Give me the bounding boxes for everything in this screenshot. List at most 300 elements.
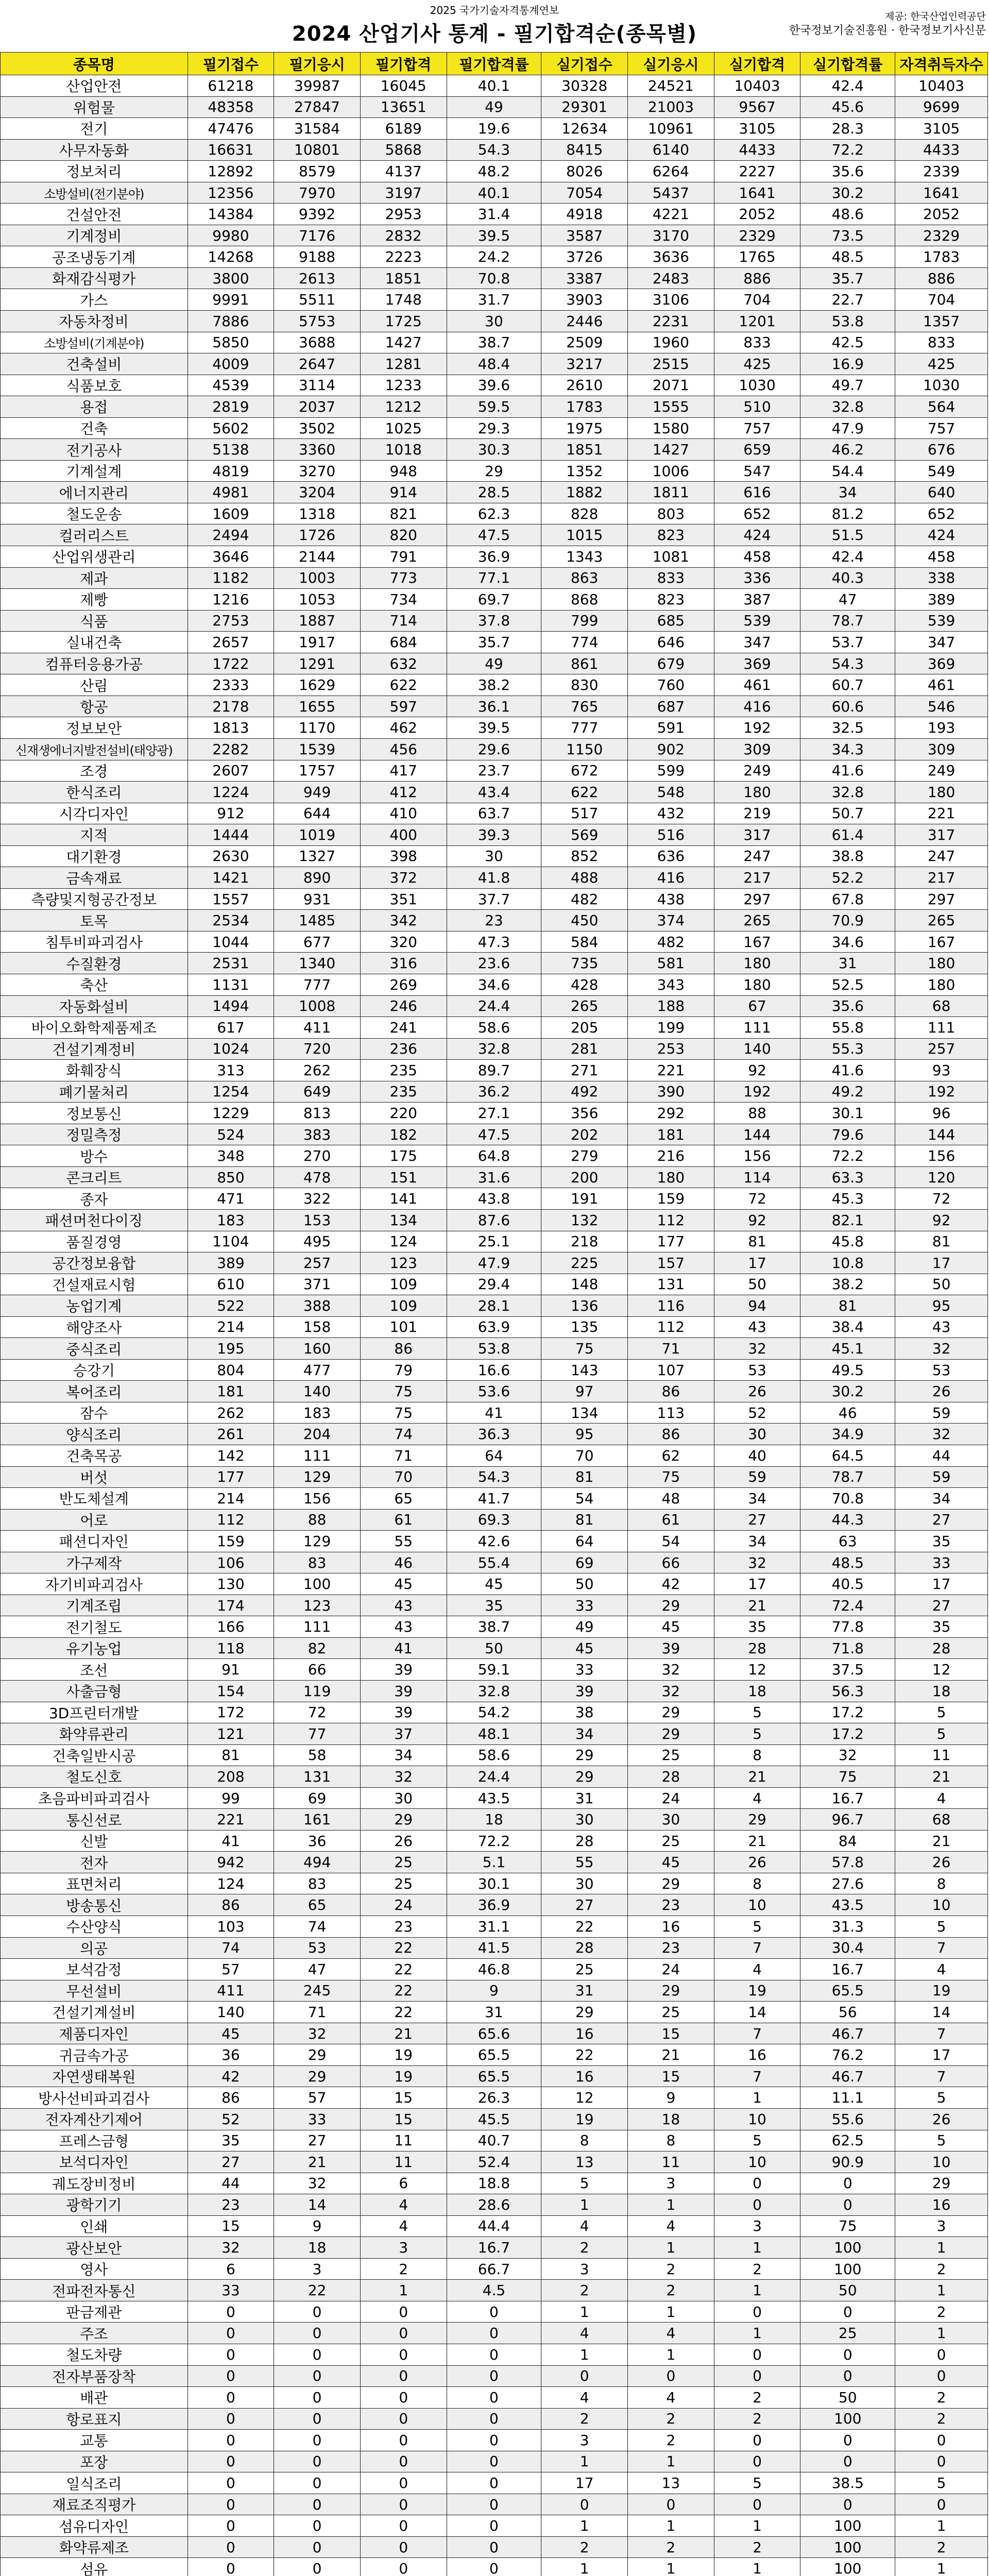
cell-value: 221: [187, 1809, 274, 1831]
cell-value: 0: [447, 2451, 541, 2472]
cell-value: 8: [628, 2130, 714, 2151]
cell-value: 2832: [360, 225, 447, 246]
cell-value: 123: [360, 1252, 447, 1274]
column-header: 실기합격: [714, 53, 800, 75]
cell-value: 2: [628, 2280, 714, 2301]
cell-value: 19: [360, 2044, 447, 2066]
cell-value: 3: [895, 2215, 988, 2237]
cell-value: 166: [187, 1616, 274, 1638]
cell-value: 3: [360, 2237, 447, 2259]
table-row: [1, 717, 988, 739]
cell-subject-name: 정밀측정: [1, 1124, 188, 1145]
cell-subject-name: 기계설계: [1, 460, 188, 482]
cell-value: 1641: [895, 182, 988, 204]
cell-value: 0: [447, 2515, 541, 2537]
cell-value: 1580: [628, 417, 714, 439]
cell-value: 610: [187, 1274, 274, 1295]
cell-value: 5: [714, 2472, 800, 2494]
cell-value: 949: [274, 782, 361, 803]
cell-value: 47.9: [447, 1252, 541, 1274]
cell-subject-name: 배관: [1, 2387, 188, 2409]
cell-value: 3: [541, 2430, 628, 2451]
cell-value: 2: [895, 2387, 988, 2409]
cell-subject-name: 화약류제조: [1, 2536, 188, 2558]
cell-value: 23.7: [447, 760, 541, 782]
column-header: 실기합격률: [800, 53, 895, 75]
cell-value: 90.9: [800, 2151, 895, 2173]
cell-value: 0: [187, 2558, 274, 2576]
cell-value: 34.3: [800, 738, 895, 760]
table-row: [1, 1552, 988, 1573]
cell-value: 35.6: [800, 995, 895, 1017]
cell-value: 111: [714, 1017, 800, 1039]
cell-value: 1641: [714, 182, 800, 204]
cell-value: 114: [714, 1166, 800, 1188]
cell-value: 16631: [187, 139, 274, 161]
column-header: 필기합격률: [447, 53, 541, 75]
cell-value: 33: [541, 1659, 628, 1681]
table-row: [1, 2536, 988, 2558]
cell-value: 4: [360, 2194, 447, 2216]
cell-value: 1104: [187, 1231, 274, 1252]
cell-value: 3197: [360, 182, 447, 204]
cell-value: 912: [187, 803, 274, 824]
cell-value: 4: [895, 1787, 988, 1809]
cell-value: 38.7: [447, 332, 541, 353]
cell-value: 2531: [187, 953, 274, 974]
cell-value: 4221: [628, 204, 714, 225]
cell-value: 1: [714, 2280, 800, 2301]
table-row: [1, 375, 988, 396]
cell-value: 343: [628, 974, 714, 995]
cell-subject-name: 3D프린터개발: [1, 1702, 188, 1723]
cell-value: 157: [628, 1252, 714, 1274]
cell-value: 25: [628, 1744, 714, 1766]
cell-value: 1: [628, 2194, 714, 2216]
cell-value: 432: [628, 803, 714, 824]
cell-value: 16045: [360, 75, 447, 97]
cell-value: 81: [541, 1466, 628, 1488]
cell-value: 0: [274, 2387, 361, 2409]
cell-value: 850: [187, 1166, 274, 1188]
cell-value: 100: [800, 2558, 895, 2576]
cell-value: 42.4: [800, 75, 895, 97]
cell-value: 19.6: [447, 118, 541, 140]
cell-value: 43: [360, 1595, 447, 1616]
cell-value: 29: [628, 1595, 714, 1616]
cell-value: 1018: [360, 439, 447, 461]
table-row: [1, 567, 988, 589]
cell-value: 2227: [714, 161, 800, 182]
cell-value: 549: [895, 460, 988, 482]
cell-value: 863: [541, 567, 628, 589]
cell-value: 1229: [187, 1103, 274, 1124]
cell-value: 65: [274, 1894, 361, 1916]
cell-value: 1494: [187, 995, 274, 1017]
cell-value: 416: [628, 867, 714, 889]
cell-value: 0: [360, 2472, 447, 2494]
cell-subject-name: 식품: [1, 610, 188, 632]
cell-value: 4: [714, 1959, 800, 1980]
cell-value: 369: [895, 653, 988, 674]
cell-value: 100: [800, 2515, 895, 2537]
cell-value: 773: [360, 567, 447, 589]
cell-value: 5: [895, 1916, 988, 1938]
cell-value: 6140: [628, 139, 714, 161]
cell-value: 1783: [895, 246, 988, 268]
cell-value: 39987: [274, 75, 361, 97]
cell-value: 7886: [187, 311, 274, 332]
cell-subject-name: 산업안전: [1, 75, 188, 97]
cell-value: 52: [714, 1402, 800, 1423]
cell-value: 0: [714, 2194, 800, 2216]
cell-value: 3105: [895, 118, 988, 140]
cell-value: 45.8: [800, 1231, 895, 1252]
cell-value: 113: [628, 1402, 714, 1423]
cell-value: 2052: [714, 204, 800, 225]
cell-value: 28.5: [447, 482, 541, 503]
cell-value: 2: [628, 2408, 714, 2430]
cell-value: 124: [360, 1231, 447, 1252]
cell-value: 43.5: [447, 1787, 541, 1809]
cell-value: 16.7: [800, 1959, 895, 1980]
cell-value: 46: [360, 1552, 447, 1573]
table-row: [1, 1980, 988, 2002]
cell-value: 77.8: [800, 1616, 895, 1638]
cell-value: 19: [360, 2065, 447, 2087]
cell-value: 1053: [274, 589, 361, 611]
cell-value: 204: [274, 1423, 361, 1445]
cell-value: 14268: [187, 246, 274, 268]
cell-value: 159: [628, 1188, 714, 1210]
cell-value: 180: [714, 953, 800, 974]
cell-value: 2: [895, 2408, 988, 2430]
cell-value: 257: [274, 1252, 361, 1274]
cell-subject-name: 광학기기: [1, 2194, 188, 2216]
cell-value: 0: [274, 2408, 361, 2430]
cell-value: 1427: [628, 439, 714, 461]
cell-value: 316: [360, 953, 447, 974]
cell-value: 34.6: [447, 974, 541, 995]
cell-value: 591: [628, 717, 714, 739]
cell-value: 180: [895, 974, 988, 995]
source-label: 제공: 한국산업인력공단: [885, 11, 986, 22]
cell-value: 29: [274, 2044, 361, 2066]
cell-value: 833: [895, 332, 988, 353]
cell-value: 4: [895, 1959, 988, 1980]
cell-value: 398: [360, 845, 447, 867]
cell-value: 103: [187, 1916, 274, 1938]
table-row: [1, 910, 988, 931]
cell-value: 16.7: [800, 1787, 895, 1809]
cell-value: 547: [714, 460, 800, 482]
table-row: [1, 1423, 988, 1445]
cell-value: 45: [447, 1573, 541, 1595]
cell-value: 5511: [274, 289, 361, 311]
page-title: 2024 산업기사 통계 - 필기합격순(종목별): [292, 22, 697, 46]
cell-subject-name: 유기농업: [1, 1637, 188, 1659]
cell-value: 47: [800, 589, 895, 611]
cell-value: 0: [541, 2365, 628, 2387]
cell-value: 95: [895, 1295, 988, 1317]
cell-subject-name: 기계조립: [1, 1595, 188, 1616]
cell-value: 38.7: [447, 1616, 541, 1638]
cell-subject-name: 컴퓨터응용가공: [1, 653, 188, 674]
cell-value: 0: [274, 2494, 361, 2515]
cell-value: 71: [274, 2002, 361, 2023]
cell-value: 4539: [187, 375, 274, 396]
cell-value: 389: [187, 1252, 274, 1274]
cell-value: 71: [360, 1445, 447, 1467]
cell-value: 136: [541, 1295, 628, 1317]
cell-subject-name: 화훼장식: [1, 1060, 188, 1081]
cell-value: 131: [274, 1766, 361, 1788]
cell-value: 9980: [187, 225, 274, 246]
cell-value: 45.6: [800, 96, 895, 118]
cell-value: 0: [360, 2365, 447, 2387]
table-row: [1, 974, 988, 995]
cell-value: 9567: [714, 96, 800, 118]
cell-value: 31.1: [447, 1916, 541, 1938]
column-header: 실기접수: [541, 53, 628, 75]
cell-value: 177: [628, 1231, 714, 1252]
cell-subject-name: 복어조리: [1, 1381, 188, 1402]
cell-value: 10961: [628, 118, 714, 140]
cell-value: 30: [447, 845, 541, 867]
cell-subject-name: 보석디자인: [1, 2151, 188, 2173]
cell-value: 0: [800, 2365, 895, 2387]
cell-value: 180: [895, 782, 988, 803]
table-row: [1, 2044, 988, 2066]
cell-value: 1813: [187, 717, 274, 739]
cell-value: 4918: [541, 204, 628, 225]
cell-value: 0: [360, 2301, 447, 2323]
cell-value: 2333: [187, 674, 274, 696]
cell-value: 1: [628, 2451, 714, 2472]
cell-value: 1557: [187, 888, 274, 910]
table-row: [1, 204, 988, 225]
cell-value: 548: [628, 782, 714, 803]
cell-value: 86: [628, 1381, 714, 1402]
cell-value: 1: [895, 2237, 988, 2259]
cell-subject-name: 품질경영: [1, 1231, 188, 1252]
cell-value: 0: [360, 2558, 447, 2576]
cell-value: 86: [187, 2087, 274, 2109]
cell-value: 93: [895, 1060, 988, 1081]
cell-value: 74: [274, 1916, 361, 1938]
cell-value: 914: [360, 482, 447, 503]
cell-value: 40.1: [447, 182, 541, 204]
cell-subject-name: 조선: [1, 1659, 188, 1681]
cell-value: 89.7: [447, 1060, 541, 1081]
cell-value: 2607: [187, 760, 274, 782]
cell-value: 720: [274, 1038, 361, 1060]
cell-value: 1: [541, 2344, 628, 2365]
table-row: [1, 2215, 988, 2237]
cell-value: 72.2: [800, 1145, 895, 1167]
cell-value: 347: [714, 632, 800, 653]
cell-value: 0: [895, 2365, 988, 2387]
table-row: [1, 2002, 988, 2023]
cell-value: 309: [714, 738, 800, 760]
cell-subject-name: 건설기계정비: [1, 1038, 188, 1060]
cell-value: 388: [274, 1295, 361, 1317]
cell-value: 704: [895, 289, 988, 311]
table-row: [1, 2065, 988, 2087]
cell-value: 13651: [360, 96, 447, 118]
cell-value: 24: [628, 1787, 714, 1809]
cell-value: 0: [895, 2494, 988, 2515]
cell-value: 456: [360, 738, 447, 760]
cell-value: 52.5: [800, 974, 895, 995]
cell-value: 132: [541, 1209, 628, 1231]
cell-value: 3688: [274, 332, 361, 353]
cell-value: 803: [628, 503, 714, 524]
cell-value: 99: [187, 1787, 274, 1809]
cell-value: 10.8: [800, 1252, 895, 1274]
cell-value: 45: [187, 2023, 274, 2044]
table-row: [1, 396, 988, 418]
cell-value: 581: [628, 953, 714, 974]
cell-value: 18: [274, 2237, 361, 2259]
cell-value: 886: [895, 267, 988, 289]
cell-value: 58: [274, 1744, 361, 1766]
cell-value: 46.7: [800, 2023, 895, 2044]
cell-value: 23: [447, 910, 541, 931]
cell-value: 3726: [541, 246, 628, 268]
cell-subject-name: 에너지관리: [1, 482, 188, 503]
cell-value: 0: [187, 2323, 274, 2344]
table-row: [1, 1488, 988, 1510]
cell-value: 221: [895, 803, 988, 824]
cell-value: 55.6: [800, 2108, 895, 2130]
cell-value: 24: [360, 1894, 447, 1916]
cell-value: 96: [895, 1103, 988, 1124]
cell-value: 29: [628, 1980, 714, 2002]
cell-value: 69.7: [447, 589, 541, 611]
cell-value: 29.6: [447, 738, 541, 760]
cell-value: 142: [187, 1445, 274, 1467]
cell-value: 297: [714, 888, 800, 910]
cell-value: 338: [895, 567, 988, 589]
cell-value: 27: [274, 2130, 361, 2151]
cell-subject-name: 한식조리: [1, 782, 188, 803]
cell-value: 48358: [187, 96, 274, 118]
cell-value: 156: [895, 1145, 988, 1167]
cell-value: 2657: [187, 632, 274, 653]
cell-value: 7176: [274, 225, 361, 246]
table-row: [1, 2280, 988, 2301]
cell-value: 2: [628, 2536, 714, 2558]
cell-value: 29: [628, 1723, 714, 1745]
cell-value: 23: [628, 1937, 714, 1959]
cell-value: 120: [895, 1166, 988, 1188]
cell-subject-name: 철도신호: [1, 1766, 188, 1788]
cell-value: 45.3: [800, 1188, 895, 1210]
cell-value: 50: [800, 2387, 895, 2409]
cell-value: 569: [541, 824, 628, 846]
cell-value: 1281: [360, 353, 447, 375]
cell-value: 760: [628, 674, 714, 696]
cell-value: 245: [274, 1980, 361, 2002]
cell-value: 7: [895, 1937, 988, 1959]
cell-value: 16: [895, 2194, 988, 2216]
cell-value: 42: [187, 2065, 274, 2087]
cell-value: 72.4: [800, 1595, 895, 1616]
table-row: [1, 1381, 988, 1402]
table-row: [1, 96, 988, 118]
cell-value: 4: [360, 2215, 447, 2237]
cell-value: 0: [274, 2515, 361, 2537]
table-row: [1, 2408, 988, 2430]
cell-value: 123: [274, 1595, 361, 1616]
cell-value: 26: [895, 2108, 988, 2130]
cell-subject-name: 패션머천다이징: [1, 1209, 188, 1231]
cell-value: 21: [895, 1830, 988, 1852]
cell-value: 217: [714, 867, 800, 889]
cell-value: 2: [541, 2536, 628, 2558]
cell-value: 32: [274, 2023, 361, 2044]
table-row: [1, 2472, 988, 2494]
cell-value: 517: [541, 803, 628, 824]
cell-value: 672: [541, 760, 628, 782]
cell-value: 49: [447, 96, 541, 118]
cell-value: 43: [714, 1316, 800, 1338]
cell-value: 1851: [541, 439, 628, 461]
cell-subject-name: 정보처리: [1, 161, 188, 182]
cell-subject-name: 대기환경: [1, 845, 188, 867]
cell-value: 9: [628, 2087, 714, 2109]
table-row: [1, 1616, 988, 1638]
table-row: [1, 1509, 988, 1531]
cell-value: 458: [714, 546, 800, 568]
cell-value: 27.6: [800, 1873, 895, 1894]
cell-value: 5: [714, 1916, 800, 1938]
cell-value: 28: [541, 1830, 628, 1852]
cell-value: 890: [274, 867, 361, 889]
cell-value: 247: [895, 845, 988, 867]
cell-value: 181: [628, 1124, 714, 1145]
cell-value: 2494: [187, 524, 274, 546]
cell-value: 1: [895, 2515, 988, 2537]
cell-value: 902: [628, 738, 714, 760]
table-row: [1, 1595, 988, 1616]
cell-value: 0: [187, 2344, 274, 2365]
cell-value: 44.4: [447, 2215, 541, 2237]
cell-value: 0: [447, 2387, 541, 2409]
table-row: [1, 1937, 988, 1959]
cell-value: 36.2: [447, 1081, 541, 1103]
cell-value: 27: [895, 1595, 988, 1616]
cell-value: 495: [274, 1231, 361, 1252]
cell-value: 49: [447, 653, 541, 674]
cell-value: 40.5: [800, 1573, 895, 1595]
cell-value: 59: [895, 1402, 988, 1423]
cell-subject-name: 영사: [1, 2258, 188, 2280]
cell-value: 510: [714, 396, 800, 418]
cell-value: 83: [274, 1873, 361, 1894]
table-row: [1, 439, 988, 461]
cell-value: 0: [447, 2365, 541, 2387]
cell-value: 69.3: [447, 1509, 541, 1531]
cell-value: 11.1: [800, 2087, 895, 2109]
cell-value: 167: [895, 931, 988, 953]
cell-value: 6189: [360, 118, 447, 140]
table-row: [1, 674, 988, 696]
cell-value: 30.4: [800, 1937, 895, 1959]
cell-value: 74: [360, 1423, 447, 1445]
cell-value: 777: [274, 974, 361, 995]
